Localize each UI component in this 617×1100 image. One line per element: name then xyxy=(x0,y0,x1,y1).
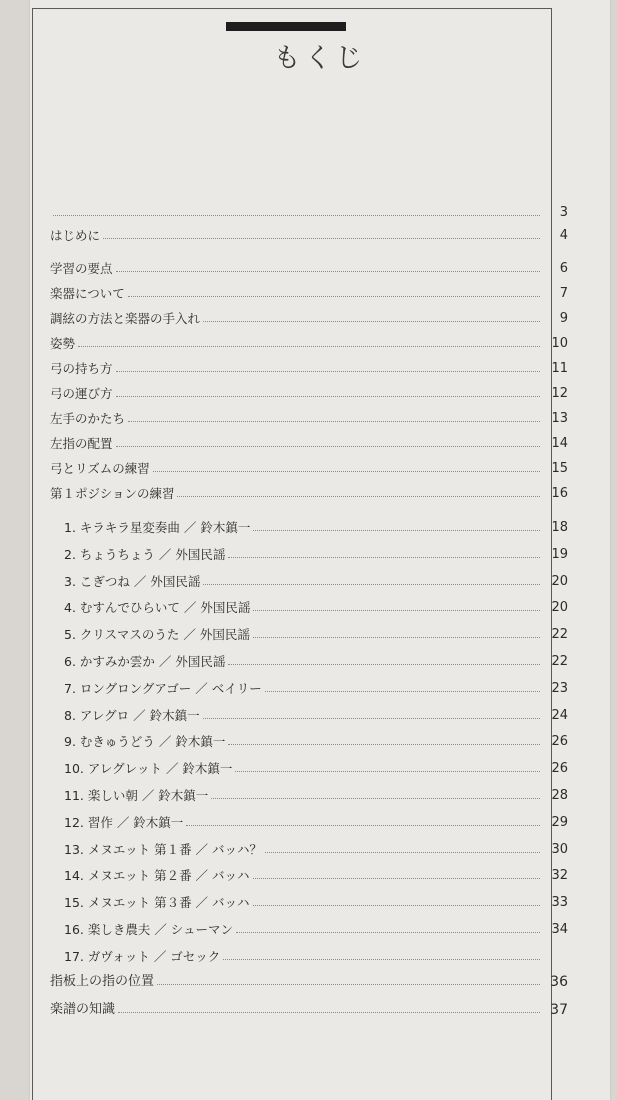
toc-section-row xyxy=(50,302,568,326)
toc-page-number: 12 xyxy=(551,386,568,401)
toc-page-number: 34 xyxy=(551,922,568,937)
toc-page-number: 14 xyxy=(551,436,568,451)
document-page xyxy=(30,0,610,1100)
dot-leader xyxy=(186,824,540,826)
toc-piece-row xyxy=(50,806,568,830)
dot-leader xyxy=(118,1011,540,1013)
toc-piece-row xyxy=(50,538,568,562)
dot-leader xyxy=(228,743,540,745)
toc-entry-label: 8. アレグロ ／ 鈴木鎮一 xyxy=(64,708,200,723)
toc-page-number: 37 xyxy=(550,1002,568,1018)
toc-piece-row xyxy=(50,913,568,937)
toc-page-number: 28 xyxy=(551,788,568,803)
toc-entry-label: 1. キラキラ星変奏曲 ／ 鈴木鎮一 xyxy=(64,520,251,535)
toc-piece-row xyxy=(50,725,568,749)
toc-entry-label: 7. ロングロングアゴー ／ ベイリー xyxy=(64,681,262,696)
toc-section-row xyxy=(50,402,568,426)
toc-page-number: 9 xyxy=(559,311,568,326)
toc-piece-row xyxy=(50,940,568,964)
toc-section-row xyxy=(50,452,568,476)
toc-page-number: 33 xyxy=(551,895,568,910)
toc-page-number: 11 xyxy=(551,361,568,376)
toc-entry-label: 10. アレグレット ／ 鈴木鎮一 xyxy=(64,761,233,776)
dot-leader xyxy=(228,556,540,558)
toc-piece-row xyxy=(50,752,568,776)
toc-entry-label: 2. ちょうちょう ／ 外国民謡 xyxy=(64,547,226,562)
toc-entry-label: 16. 楽しき農夫 ／ シューマン xyxy=(64,922,234,937)
toc-entry-label: 学習の要点 xyxy=(50,261,113,276)
dot-leader xyxy=(116,270,540,272)
toc-page-number: 20 xyxy=(551,600,568,615)
toc-page-number: 18 xyxy=(551,520,568,535)
toc-entry-label: 4. むすんでひらいて ／ 外国民謡 xyxy=(64,600,251,615)
toc-page-number: 22 xyxy=(551,654,568,669)
toc-entry-label: 3. こぎつね ／ 外国民謡 xyxy=(64,574,201,589)
toc-entry-label: 楽譜の知識 xyxy=(50,1002,116,1017)
toc-entry-label: 左指の配置 xyxy=(50,436,113,451)
toc-page-number: 15 xyxy=(551,461,568,476)
toc-entry-label: 弓の運び方 xyxy=(50,386,113,401)
toc-page-number: 22 xyxy=(551,627,568,642)
toc-entry-label: 弓の持ち方 xyxy=(50,361,113,376)
toc-section-row xyxy=(50,377,568,401)
dot-leader xyxy=(116,395,540,397)
toc-page-number: 26 xyxy=(551,761,568,776)
dot-leader xyxy=(235,770,540,772)
toc-page-number: 13 xyxy=(551,411,568,426)
toc-piece-row xyxy=(50,672,568,696)
toc-entry-label: 5. クリスマスのうた ／ 外国民謡 xyxy=(64,627,250,642)
toc-page-number: 7 xyxy=(559,286,568,301)
toc-appendix-row xyxy=(50,965,568,989)
toc-section-row xyxy=(50,252,568,276)
dot-leader xyxy=(128,295,540,297)
toc-entry-label: 指板上の指の位置 xyxy=(50,974,155,989)
toc-page-number: 6 xyxy=(559,261,568,276)
dot-leader xyxy=(253,529,540,531)
dot-leader xyxy=(157,983,540,985)
dot-leader xyxy=(253,609,540,611)
toc-page-number: 19 xyxy=(551,547,568,562)
toc-entry-label: 第１ポジションの練習 xyxy=(50,486,175,501)
toc-piece-row xyxy=(50,859,568,883)
dot-leader xyxy=(128,420,540,422)
toc-entry-label: 6. かすみか雲か ／ 外国民謡 xyxy=(64,654,226,669)
toc-entry-label: 15. メヌエット 第３番 ／ バッハ xyxy=(64,895,250,910)
toc-page-number: 23 xyxy=(551,681,568,696)
toc-entry-label: 11. 楽しい朝 ／ 鈴木鎮一 xyxy=(64,788,209,803)
toc-piece-row xyxy=(50,591,568,615)
toc-entry-label: 左手のかたち xyxy=(50,411,126,426)
page-title: もくじ xyxy=(273,43,367,74)
dot-leader xyxy=(223,958,540,960)
toc-page-number: 24 xyxy=(551,708,568,723)
toc-page-number: 16 xyxy=(551,486,568,501)
toc-page-number: 10 xyxy=(551,336,568,351)
toc-appendix-row xyxy=(50,993,568,1017)
dot-leader xyxy=(211,797,540,799)
toc-piece-row xyxy=(50,779,568,803)
toc-page-number: 29 xyxy=(551,815,568,830)
header-tab-bar xyxy=(226,22,346,31)
toc-entry-label: 17. ガヴォット ／ ゴセック xyxy=(64,949,221,964)
toc-section-row xyxy=(50,427,568,451)
dot-leader xyxy=(78,345,540,347)
dot-leader xyxy=(265,690,540,692)
toc-page-number: 3 xyxy=(559,205,568,220)
toc-entry-label: 調絃の方法と楽器の手入れ xyxy=(50,311,201,326)
toc-piece-row xyxy=(50,833,568,857)
toc-section-row xyxy=(50,352,568,376)
toc-entry-label: 弓とリズムの練習 xyxy=(50,461,150,476)
toc-piece-row xyxy=(50,511,568,535)
dot-leader xyxy=(253,904,540,906)
dot-leader xyxy=(203,583,540,585)
toc-piece-row xyxy=(50,645,568,669)
dot-leader xyxy=(228,663,540,665)
dot-leader xyxy=(236,931,540,933)
toc-entry-label: 楽器について xyxy=(50,286,125,301)
toc-section-row xyxy=(50,196,568,220)
toc-piece-row xyxy=(50,565,568,589)
toc-section-row xyxy=(50,277,568,301)
dot-leader xyxy=(253,877,540,879)
toc-section-row xyxy=(50,219,568,243)
toc-entry-label: 14. メヌエット 第２番 ／ バッハ xyxy=(64,868,250,883)
dot-leader xyxy=(116,445,540,447)
toc-section-row xyxy=(50,327,568,351)
toc-page-number: 4 xyxy=(559,228,568,243)
toc-entry-label: 12. 習作 ／ 鈴木鎮一 xyxy=(64,815,184,830)
toc-page-number: 20 xyxy=(551,574,568,589)
toc-entry-label: はじめに xyxy=(50,228,101,243)
toc-section-row xyxy=(50,477,568,501)
dot-leader xyxy=(116,370,540,372)
toc-piece-row xyxy=(50,886,568,910)
toc-page-number: 36 xyxy=(550,974,568,990)
dot-leader xyxy=(53,214,540,216)
toc-entry-label: 姿勢 xyxy=(50,336,76,351)
toc-entry-label: 9. むきゅうどう ／ 鈴木鎮一 xyxy=(64,734,226,749)
toc-piece-row xyxy=(50,618,568,642)
toc-page-number: 26 xyxy=(551,734,568,749)
dot-leader xyxy=(153,470,540,472)
dot-leader xyxy=(177,495,540,497)
dot-leader xyxy=(203,717,540,719)
toc-page-number: 30 xyxy=(551,842,568,857)
toc-page-number: 32 xyxy=(551,868,568,883)
dot-leader xyxy=(203,320,540,322)
toc-piece-row xyxy=(50,699,568,723)
dot-leader xyxy=(253,636,540,638)
toc-entry-label: 13. メヌエット 第１番 ／ バッハ？ xyxy=(64,842,263,857)
dot-leader xyxy=(103,237,540,239)
dot-leader xyxy=(265,851,540,853)
